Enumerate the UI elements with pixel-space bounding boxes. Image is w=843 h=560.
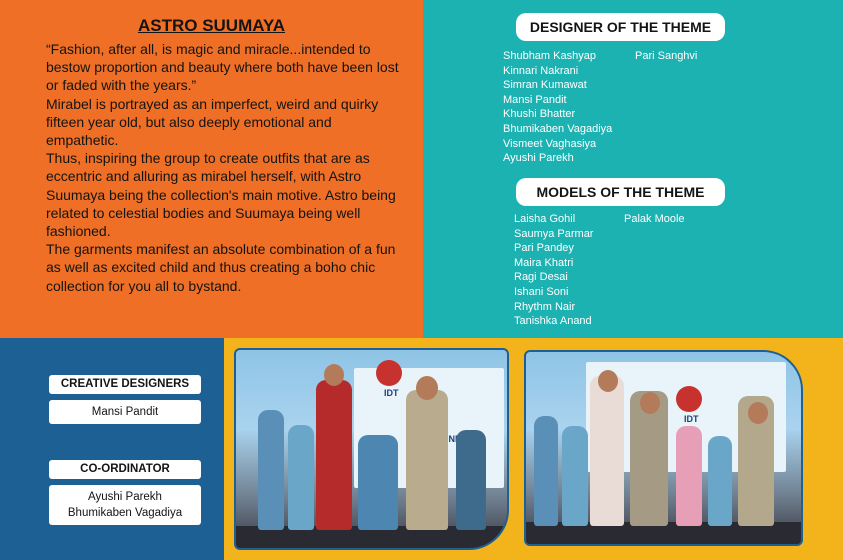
description	[46, 40, 406, 295]
coordinator-value	[49, 485, 201, 525]
designers-heading: DESIGNER OF THE THEME	[516, 13, 725, 41]
list-item: Tanishka Anand	[514, 315, 592, 328]
list-item: Mansi Pandit	[503, 93, 567, 106]
person-head	[748, 402, 768, 424]
blue-panel	[0, 338, 224, 560]
teal-panel	[423, 0, 843, 338]
designers-list-1	[503, 49, 612, 166]
models-heading: MODELS OF THE THEME	[516, 178, 725, 206]
list-item: Bhumikaben Vagadiya	[503, 122, 613, 135]
list-item: Laisha Gohil	[514, 213, 576, 225]
person-head	[416, 376, 438, 400]
list-item: Pari Pandey	[514, 242, 574, 255]
list-item: Palak Moole	[624, 213, 685, 225]
person-figure	[708, 436, 732, 526]
coordinator-heading: CO-ORDINATOR	[49, 460, 201, 479]
list-item: Rhythm Nair	[514, 300, 576, 313]
creative-designers-heading: CREATIVE DESIGNERS	[49, 375, 201, 394]
person-head	[640, 392, 660, 414]
logo-text: IDT	[684, 414, 699, 424]
models-list-1	[514, 212, 593, 329]
person-head	[324, 364, 344, 386]
idt-logo-icon	[676, 386, 702, 412]
logo-text: IDT	[384, 388, 399, 398]
description-paragraph: Thus, inspiring the group to create outfits that are as eccentric and alluring as mirabel herself, with Astro Suumaya being the collection's main motive. Astro being related to celestial bodies and Suumaya being well fashioned.	[46, 150, 396, 240]
designers-list-2	[635, 49, 697, 64]
person-figure	[562, 426, 588, 526]
creative-designers-value: Mansi Pandit	[49, 400, 201, 424]
person-head	[598, 370, 618, 392]
list-item: Ragi Desai	[514, 271, 568, 284]
person-figure	[358, 435, 398, 530]
list-item: Khushi Bhatter	[503, 108, 576, 121]
list-item: Ayushi Parekh	[503, 152, 574, 165]
list-item: Maira Khatri	[514, 256, 574, 269]
list-item: Pari Sanghvi	[635, 50, 698, 62]
person-figure	[258, 410, 284, 530]
person-figure	[406, 390, 448, 530]
description-paragraph: Mirabel is portrayed as an imperfect, weird and quirky fifteen year old, but also deeply emotional and empathetic.	[46, 95, 379, 149]
coordinator-name: Ayushi Parekh	[88, 491, 162, 503]
coordinator-name: Bhumikaben Vagadiya	[67, 507, 183, 519]
event-photo-2	[524, 350, 803, 546]
person-figure	[316, 380, 352, 530]
person-figure	[534, 416, 558, 526]
description-paragraph: The garments manifest an absolute combination of a fun as well as excited child and thus creating a boho chic collection for you all to bystand.	[46, 241, 396, 294]
list-item: Saumya Parmar	[514, 227, 594, 240]
person-figure	[590, 376, 624, 526]
models-list-2	[624, 212, 685, 227]
quote-paragraph: “Fashion, after all, is magic and miracle...intended to bestow proportion and beauty where both have been lost or faded with the years.”	[46, 41, 399, 94]
list-item: Ishani Soni	[514, 285, 569, 298]
list-item: Kinnari Nakrani	[503, 64, 579, 77]
list-item: Vismeet Vaghasiya	[503, 137, 597, 150]
idt-logo-icon	[376, 360, 402, 386]
person-figure	[288, 425, 314, 530]
event-photo-1	[234, 348, 509, 550]
page-title: ASTRO SUUMAYA	[137, 16, 286, 35]
person-figure	[676, 426, 702, 526]
list-item: Shubham Kashyap	[503, 50, 596, 62]
list-item: Simran Kumawat	[503, 79, 587, 92]
person-figure	[456, 430, 486, 530]
